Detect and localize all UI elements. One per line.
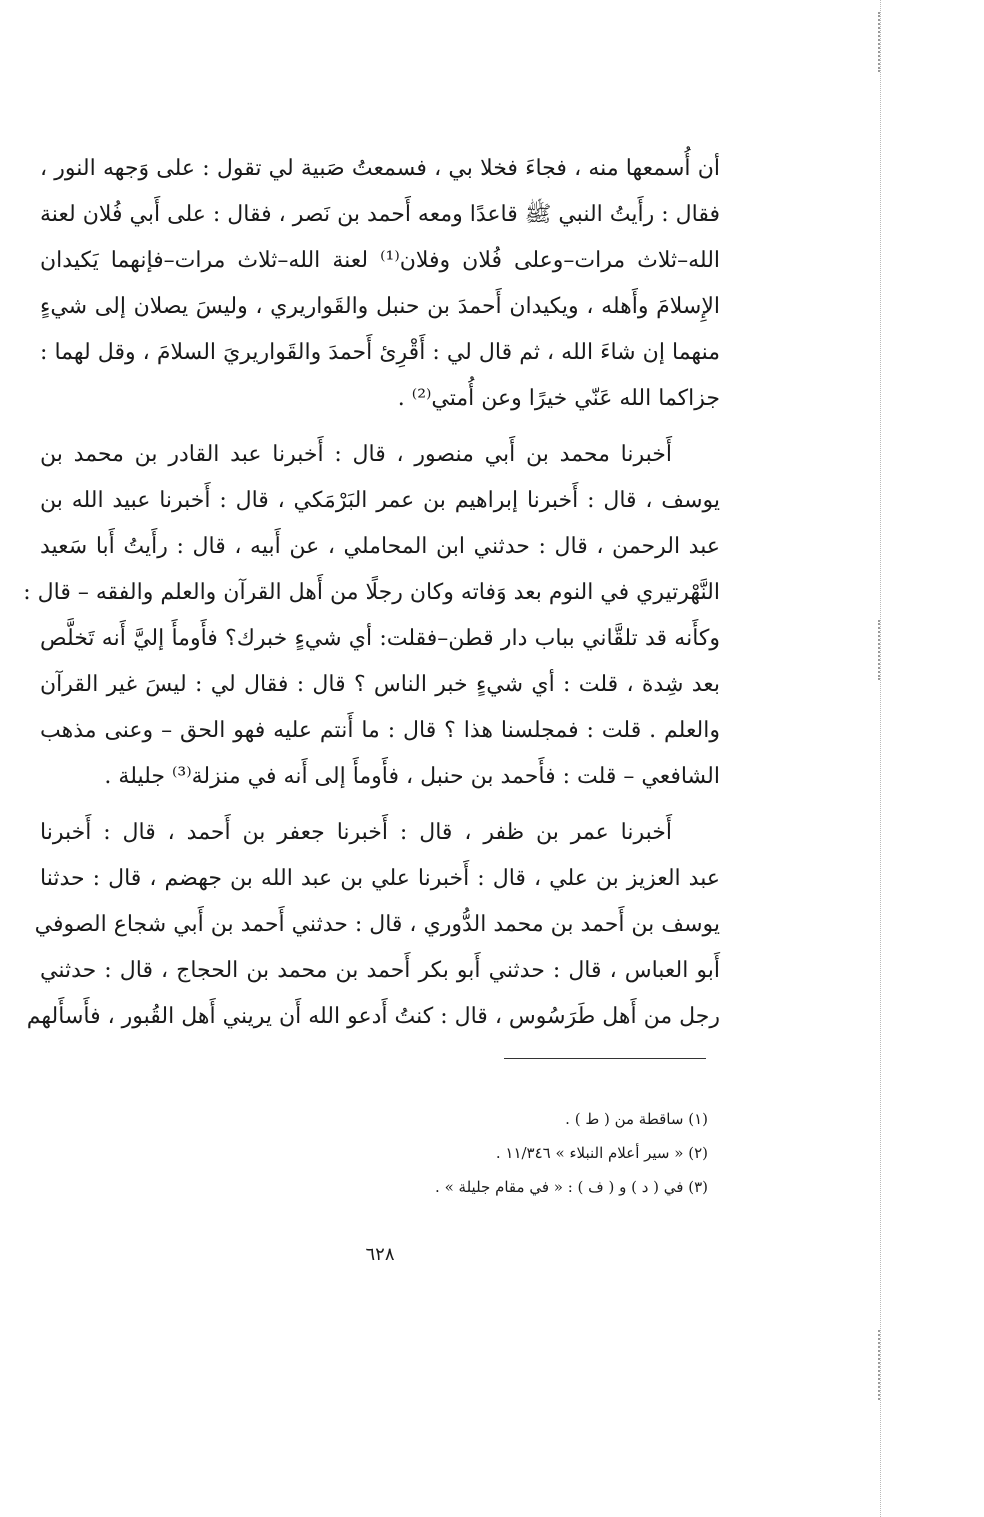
text-line: أَخبرنا عمر بن ظفر ، قال : أَخبرنا جعفر بن أَحمد ، قال : أَخبرنا (40, 820, 672, 845)
main-text (23, 146, 721, 1040)
text-line: عبد العزيز بن علي ، قال : أَخبرنا علي بن عبد الله بن جهضم ، قال : حدثنا (40, 866, 720, 891)
binding-edge (880, 0, 881, 1517)
text-line: أَبو العباس ، قال : حدثني أَبو بكر أَحمد بن محمد بن الحجاج ، قال : حدثني (40, 958, 720, 983)
text-line: النَّهْرتيري في النوم بعد وَفاته وكان رجلًا من أَهل القرآن والعلم والفقه – قال : (23, 580, 720, 605)
scan-artifact (878, 620, 885, 680)
text-line: منهما إن شاءَ الله ، ثم قال لي : أَقْرِئ أَحمدَ والقَواريريَ السلامَ ، وقل لهما : (40, 340, 720, 365)
text-line: أن أُسمعها منه ، فجاءَ فخلا بي ، فسمعتُ صَبية لي تقول : على وَجهه النور ، (40, 156, 720, 181)
scan-artifact (878, 12, 885, 72)
footnote-1: (١) ساقطة من ( ط ) . (565, 1110, 708, 1128)
text-line: الله–ثلاث مرات–وعلى فُلان وفلان⁽¹⁾ لعنة الله–ثلاث مرات–فإنهما يَكيدان (40, 248, 721, 273)
text-line: الإِسلامَ وأَهله ، ويكيدان أَحمدَ بن حنبل والقَواريري ، وليسَ يصلان إلى شيءٍ (40, 294, 720, 319)
text-line: وكأَنه قد تلقَّاني بباب دار قطن–فقلت: أي شيءٍ خبرك؟ فأَومأَ إليَّ أَنه تَخلَّص (40, 626, 720, 651)
footnote-2: (٢) « سير أعلام النبلاء » ١١/٣٤٦ . (495, 1144, 708, 1162)
text-line: الشافعي – قلت : فأَحمد بن حنبل ، فأَومأَ إلى أَنه في منزلة⁽³⁾ جليلة . (104, 764, 720, 789)
footnotes (330, 1102, 708, 1204)
text-line: عبد الرحمن ، قال : حدثني ابن المحاملي ، عن أَبيه ، قال : رأَيتُ أَبا سَعيد (40, 534, 720, 559)
text-line: يوسف ، قال : أَخبرنا إبراهيم بن عمر البَرْمَكي ، قال : أَخبرنا عبيد الله بن (40, 488, 720, 513)
text-line: بعد شِدة ، قلت : أي شيءٍ خبر الناس ؟ قال : فقال لي : ليسَ غير القرآن (40, 672, 720, 697)
scan-artifact (878, 1330, 885, 1400)
paragraph-3 (26, 810, 720, 1040)
text-line: فقال : رأَيتُ النبي ﷺ قاعدًا ومعه أَحمد بن نَصر ، فقال : على أَبي فُلان لعنة (40, 202, 720, 227)
text-line: رجل من أَهل طَرَسُوس ، قال : كنتُ أَدعو الله أَن يريني أَهل القُبور ، فأَسأَلهم (26, 1004, 720, 1029)
text-line: والعلم . قلت : فمجلسنا هذا ؟ قال : ما أَنتم عليه فهو الحق – وعنى مذهب (40, 718, 720, 743)
paragraph-2 (23, 432, 720, 800)
footnote-3: (٣) في ( د ) و ( ف ) : « في مقام جليلة » . (435, 1178, 708, 1196)
text-line: يوسف بن أَحمد بن محمد الدُّوري ، قال : حدثني أَحمد بن أَبي شجاع الصوفي (34, 912, 720, 937)
footnote-separator (504, 1058, 706, 1059)
text-line: جزاكما الله عَنّي خيرًا وعن أُمتي⁽²⁾ . (397, 386, 720, 411)
page-number: ٦٢٨ (365, 1244, 395, 1265)
paragraph-1 (40, 146, 720, 422)
text-line: أَخبرنا محمد بن أَبي منصور ، قال : أَخبرنا عبد القادر بن محمد بن (40, 442, 672, 467)
